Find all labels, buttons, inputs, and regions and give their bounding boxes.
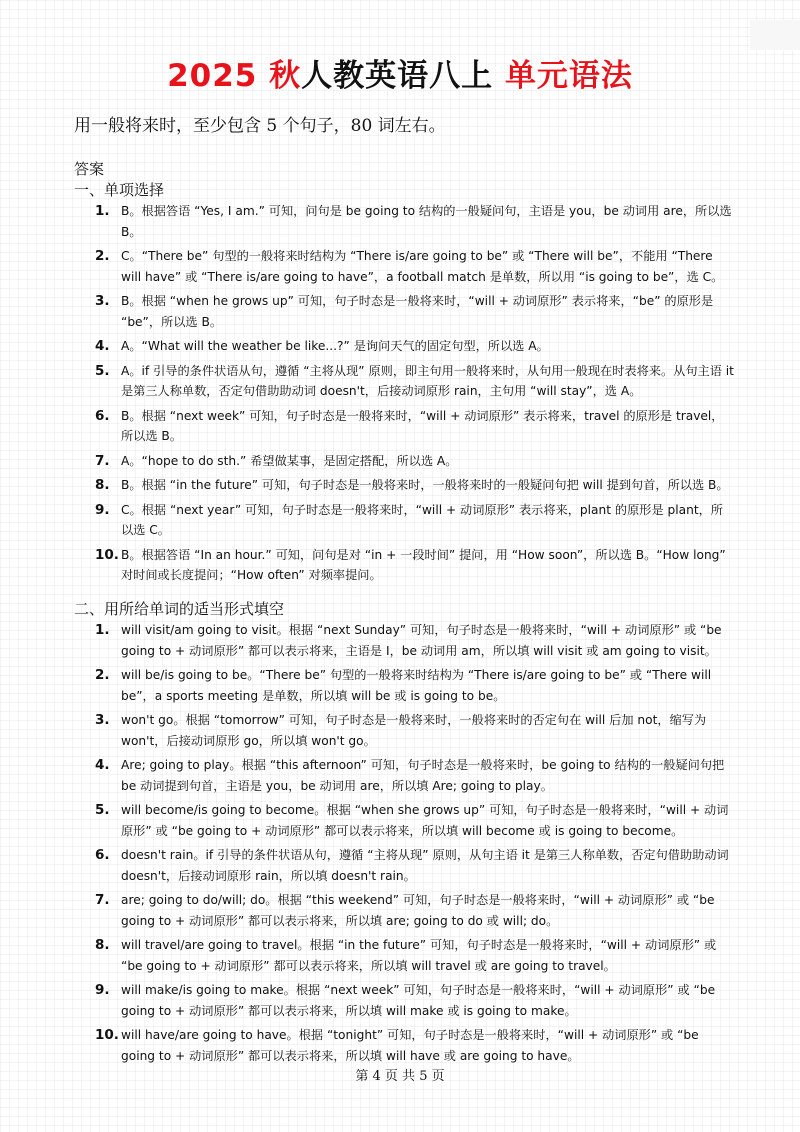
item-text: will travel/are going to travel。根据 “in the future” 可知，句子时态是一般将来时，“will + 动词原形” 或 “be going to + 动词原形” 都可以表示将来，所以填 will travel 或 are going to travel。 bbox=[121, 938, 717, 973]
answer-list-fill bbox=[95, 620, 735, 1070]
list-item bbox=[95, 845, 735, 886]
item-text: will become/is going to become。根据 “when she grows up” 可知，句子时态是一般将来时，“will + 动词原形” 或 “be going to + 动词原形” 都可以表示将来，所以填 will become 或 is going to become。 bbox=[121, 803, 729, 838]
item-number: 3. bbox=[95, 712, 110, 728]
list-item bbox=[95, 500, 735, 541]
answer-list-choice bbox=[95, 201, 735, 590]
list-item bbox=[95, 980, 735, 1021]
item-number: 8. bbox=[95, 937, 110, 953]
item-number: 6. bbox=[95, 847, 110, 863]
title-year: 2025 秋 bbox=[167, 58, 302, 94]
item-text: A。“What will the weather be like...?” 是询问天气的固定句型，所以选 A。 bbox=[121, 339, 549, 353]
item-number: 5. bbox=[95, 802, 110, 818]
section-heading-fill: 二、用所给单词的适当形式填空 bbox=[74, 600, 285, 618]
item-text: B。根据答语 “In an hour.” 可知，问句是对 “in + 一段时间” 提问，用 “How soon”，所以选 B。“How long” 对时间或长度提问；“How often” 对频率提问。 bbox=[121, 547, 726, 582]
item-text: A。“hope to do sth.” 希望做某事，是固定搭配，所以选 A。 bbox=[121, 453, 458, 468]
item-text: B。根据 “next week” 可知，句子时态是一般将来时，“will + 动词原形” 表示将来，travel 的原形是 travel，所以选 B。 bbox=[121, 408, 724, 443]
item-text: C。根据 “next year” 可知，句子时态是一般将来时，“will + 动词原形” 表示将来，plant 的原形是 plant，所以选 C。 bbox=[121, 502, 723, 537]
item-text: C。“There be” 句型的一般将来时结构为 “There is/are going to be” 或 “There will be”，不能用 “There will have” 或 “There is/are going to have”，a football match 是单数，所以用 “is going to be”，选 C。 bbox=[121, 249, 724, 284]
page-title bbox=[0, 50, 800, 95]
section-heading-choice: 一、单项选择 bbox=[74, 181, 165, 199]
item-number: 1. bbox=[95, 622, 110, 638]
list-item bbox=[95, 800, 735, 841]
item-number: 10. bbox=[95, 546, 119, 563]
item-text: will have/are going to have。根据 “tonight” 可知，句子时态是一般将来时，“will + 动词原形” 或 “be going to + 动词原形” 都可以表示将来，所以填 will have 或 are going to have。 bbox=[121, 1028, 699, 1063]
list-item bbox=[95, 336, 735, 357]
item-text: will visit/am going to visit。根据 “next Sunday” 可知，句子时态是一般将来时，“will + 动词原形” 或 “be going to + 动词原形” 都可以表示将来，主语是 I，be 动词用 am，所以填 will visit 或 am going to visit。 bbox=[121, 623, 722, 658]
list-item bbox=[95, 451, 735, 472]
item-number: 7. bbox=[95, 892, 110, 908]
item-text: Are; going to play。根据 “this afternoon” 可知，句子时态是一般将来时，be going to 结构的一般疑问句把 be 动词提到句首，主语是 you，be 动词用 are，所以填 Are; going to play。 bbox=[121, 758, 725, 793]
corner-mark bbox=[750, 20, 800, 50]
list-item bbox=[95, 755, 735, 796]
list-item bbox=[95, 246, 735, 287]
item-number: 2. bbox=[95, 667, 110, 683]
item-text: B。根据答语 “Yes, I am.” 可知，问句是 be going to 结构的一般疑问句，主语是 you，be 动词用 are，所以选 B。 bbox=[121, 204, 732, 239]
item-number: 8. bbox=[95, 477, 110, 493]
item-text: are; going to do/will; do。根据 “this weekend” 可知，句子时态是一般将来时，“will + 动词原形” 或 “be going to + 动词原形” 都可以表示将来，所以填 are; going to do 或 will; do。 bbox=[121, 893, 715, 928]
list-item bbox=[95, 545, 735, 586]
item-number: 10. bbox=[95, 1027, 119, 1043]
item-number: 2. bbox=[95, 248, 110, 264]
list-item bbox=[95, 475, 735, 496]
item-text: B。根据 “when he grows up” 可知，句子时态是一般将来时，“will + 动词原形” 表示将来，“be” 的原形是 “be”，所以选 B。 bbox=[121, 294, 714, 329]
list-item bbox=[95, 361, 735, 402]
list-item bbox=[95, 406, 735, 447]
list-item bbox=[95, 890, 735, 931]
list-item bbox=[95, 665, 735, 706]
list-item bbox=[95, 935, 735, 976]
item-number: 5. bbox=[95, 362, 110, 379]
list-item bbox=[95, 1025, 735, 1066]
item-text: B。根据 “in the future” 可知，句子时态是一般将来时，一般将来时的一般疑问句把 will 提到句首，所以选 B。 bbox=[121, 478, 729, 492]
item-text: will make/is going to make。根据 “next week” 可知，句子时态是一般将来时，“will + 动词原形” 或 “be going to + 动词原形” 都可以表示将来，所以填 will make 或 is going to make。 bbox=[121, 983, 716, 1018]
list-item bbox=[95, 201, 735, 242]
item-text: won't go。根据 “tomorrow” 可知，句子时态是一般将来时，一般将来时的否定句在 will 后加 not，缩写为 won't，后接动词原形 go，所以填 won't go。 bbox=[121, 713, 707, 748]
item-number: 6. bbox=[95, 407, 110, 424]
list-item bbox=[95, 291, 735, 332]
list-item bbox=[95, 620, 735, 661]
item-number: 1. bbox=[95, 203, 110, 219]
item-number: 3. bbox=[95, 293, 110, 309]
page-footer: 第 4 页 共 5 页 bbox=[355, 1069, 445, 1084]
writing-prompt: 用一般将来时，至少包含 5 个句子，80 词左右。 bbox=[74, 116, 446, 136]
item-number: 9. bbox=[95, 501, 110, 518]
item-text: A。if 引导的条件状语从句，遵循 “主将从现” 原则，即主句用一般将来时，从句用一般现在时表将来。从句主语 it 是第三人称单数，否定句借助助动词 doesn't，后接动词原形 rain，主句用 “will stay”，选 A。 bbox=[121, 363, 734, 398]
title-mid: 人教英语八上 bbox=[301, 58, 494, 94]
list-item bbox=[95, 710, 735, 751]
answers-heading: 答案 bbox=[74, 160, 105, 178]
item-text: doesn't rain。if 引导的条件状语从句，遵循 “主将从现” 原则，从句主语 it 是第三人称单数，否定句借助助动词 doesn't，后接动词原形 rain，所以填 doesn't rain。 bbox=[121, 848, 729, 883]
item-number: 4. bbox=[95, 757, 110, 773]
title-end: 单元语法 bbox=[504, 58, 633, 94]
item-number: 7. bbox=[95, 452, 110, 469]
item-text: will be/is going to be。“There be” 句型的一般将来时结构为 “There is/are going to be” 或 “There will be”，a sports meeting 是单数，所以填 will be 或 is going to be。 bbox=[121, 668, 712, 703]
item-number: 9. bbox=[95, 982, 110, 998]
item-number: 4. bbox=[95, 338, 110, 354]
